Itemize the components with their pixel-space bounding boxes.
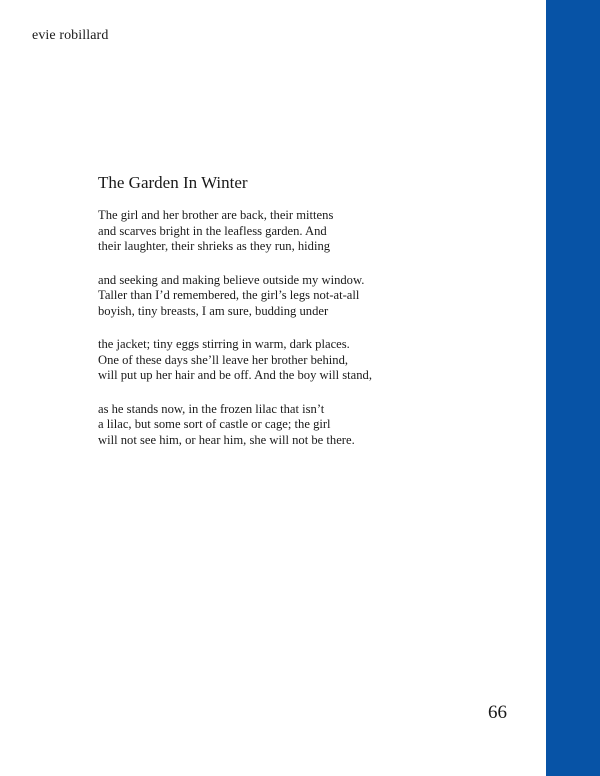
poem-line: as he stands now, in the frozen lilac that isn’t: [98, 401, 325, 416]
stanza-4: [98, 402, 518, 449]
poem-title: The Garden In Winter: [98, 173, 248, 192]
poem-line: boyish, tiny breasts, I am sure, budding under: [98, 303, 329, 318]
poem-line: the jacket; tiny eggs stirring in warm, dark places.: [98, 337, 350, 351]
poem-line: Taller than I’d remembered, the girl’s legs not-at-all: [98, 288, 360, 302]
stanza-2: [98, 273, 518, 320]
page-number: 66: [488, 702, 507, 723]
poem: [98, 173, 518, 466]
poem-line: will not see him, or hear him, she will not be there.: [98, 432, 355, 447]
poem-line: will put up her hair and be off. And the boy will stand,: [98, 368, 372, 382]
poem-line: and seeking and making believe outside my window.: [98, 272, 365, 287]
stanza-1: [98, 208, 518, 255]
author-running-head: evie robillard: [32, 28, 109, 43]
poem-line: their laughter, their shrieks as they run, hiding: [98, 239, 331, 253]
poem-line: and scarves bright in the leafless garden. And: [98, 223, 327, 238]
poem-line: The girl and her brother are back, their mittens: [98, 208, 334, 222]
stanza-3: [98, 337, 518, 384]
poem-line: One of these days she’ll leave her brother behind,: [98, 352, 349, 367]
blue-side-band: [546, 0, 600, 776]
poem-line: a lilac, but some sort of castle or cage; the girl: [98, 417, 331, 431]
